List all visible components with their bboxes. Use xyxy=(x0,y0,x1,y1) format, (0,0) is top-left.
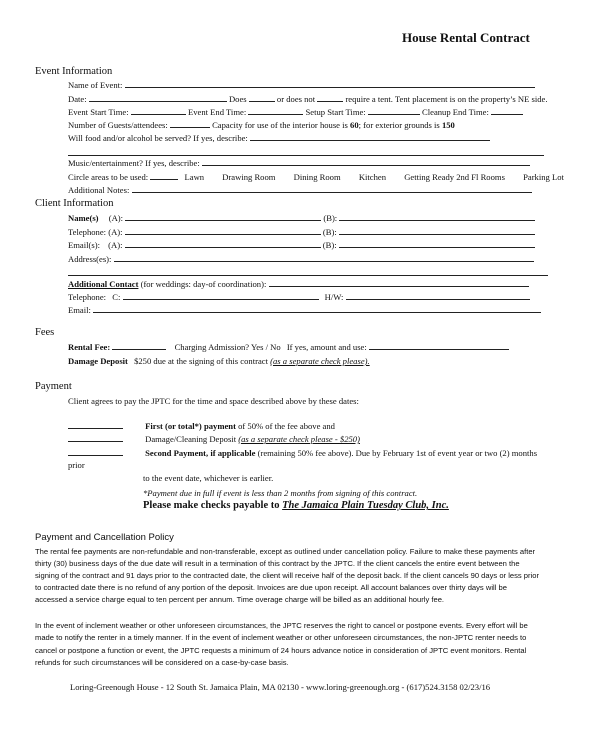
page-title: House Rental Contract xyxy=(402,30,530,45)
policy-p1-line: The rental fee payments are non-refundable and non-transferable, except as outlined under cancellation policy. Failure to make these payments after xyxy=(35,547,536,556)
capacity-mid: ; for exterior grounds is xyxy=(358,120,440,130)
names-b-field[interactable] xyxy=(339,214,535,221)
email-a-label: (A): xyxy=(108,240,123,250)
start-time-label: Event Start Time: xyxy=(68,107,129,117)
policy-heading: Payment and Cancellation Policy xyxy=(35,532,174,543)
names-b-label: (B): xyxy=(323,213,338,223)
end-time-label: Event End Time: xyxy=(187,107,247,117)
start-time-field[interactable] xyxy=(131,108,186,115)
checks-label: Please make checks payable to xyxy=(143,500,283,511)
guests-label: Number of Guests/attendees: xyxy=(68,120,168,130)
contact-hw-label: H/W: xyxy=(324,292,344,302)
event-times-row xyxy=(68,107,523,117)
event-date-row xyxy=(68,94,548,104)
prior-label: prior xyxy=(68,460,85,470)
prior-text: to the event date, whichever is earlier. xyxy=(143,473,274,483)
notes-field[interactable] xyxy=(132,186,532,193)
does-label: Does xyxy=(228,94,247,104)
telephone-b-label: (B): xyxy=(322,227,337,237)
area-drawing-room[interactable]: Drawing Room xyxy=(222,172,276,182)
damage-cleaning-row xyxy=(68,434,360,444)
cleanup-time-field[interactable] xyxy=(491,108,523,115)
policy-p2-line: In the event of inclement weather or other unforeseen circumstances, the JPTC reserves the right to cancel or postpone events. Every effort will be xyxy=(35,621,528,630)
contact-row xyxy=(68,279,529,289)
checks-row xyxy=(143,500,449,511)
food-row xyxy=(68,133,490,143)
second-payment-row xyxy=(68,448,537,458)
event-name-label: Name of Event: xyxy=(68,80,123,90)
footer: Loring-Greenough House - 12 South St. Jamaica Plain, MA 02130 - www.loring-greenough.org - (617)524.3158 02/23/16 xyxy=(70,682,491,692)
address-extra-line[interactable] xyxy=(68,275,548,276)
payment-intro: Client agrees to pay the JPTC for the time and space described above by these dates: xyxy=(68,396,359,406)
contact-c-label: C: xyxy=(112,292,121,302)
telephone-row xyxy=(68,227,535,237)
payment-heading: Payment xyxy=(35,381,72,392)
rental-fee-row xyxy=(68,342,509,352)
names-row xyxy=(68,213,535,223)
event-date-label: Date: xyxy=(68,94,87,104)
damage-deposit-label: Damage Deposit xyxy=(68,356,128,366)
event-date-field[interactable] xyxy=(89,95,227,102)
rental-fee-field[interactable] xyxy=(112,343,166,350)
event-name-field[interactable] xyxy=(125,81,535,88)
area-kitchen[interactable]: Kitchen xyxy=(358,172,387,182)
end-time-field[interactable] xyxy=(248,108,303,115)
names-label: Name(s) xyxy=(68,213,99,223)
music-label: Music/entertainment? If yes, describe: xyxy=(68,158,200,168)
setup-time-label: Setup Start Time: xyxy=(305,107,366,117)
music-field[interactable] xyxy=(202,159,530,166)
second-payment-label: Second Payment, if applicable xyxy=(145,448,256,458)
guests-field[interactable] xyxy=(170,121,210,128)
capacity-interior: 60 xyxy=(350,120,359,130)
fees-heading: Fees xyxy=(35,327,55,338)
email-row xyxy=(68,240,535,250)
food-extra-line[interactable] xyxy=(68,155,544,156)
contact-telephone-row xyxy=(68,292,530,302)
first-payment-date-field[interactable] xyxy=(68,422,123,429)
setup-time-field[interactable] xyxy=(368,108,420,115)
damage-cleaning-label: Damage/Cleaning Deposit xyxy=(145,434,237,444)
address-row xyxy=(68,254,534,264)
admission-field[interactable] xyxy=(369,343,509,350)
areas-row xyxy=(68,172,564,182)
music-row xyxy=(68,158,530,168)
if-yes-label: If yes, amount and use: xyxy=(286,342,367,352)
food-field[interactable] xyxy=(250,134,490,141)
capacity-exterior: 150 xyxy=(441,120,455,130)
contact-email-field[interactable] xyxy=(93,306,541,313)
area-dining-room[interactable]: Dining Room xyxy=(293,172,341,182)
event-heading: Event Information xyxy=(35,66,113,77)
names-a-label: (A): xyxy=(108,213,124,223)
event-name-row xyxy=(68,80,535,90)
damage-cleaning-note: (as a separate check please - $250) xyxy=(238,434,360,444)
second-payment-date-field[interactable] xyxy=(68,449,123,456)
contact-note: (for weddings: day-of coordination): xyxy=(138,279,267,289)
contact-telephone-label: Telephone: xyxy=(68,292,107,302)
telephone-a-label: (A): xyxy=(108,227,123,237)
full-payment-note: *Payment due in full if event is less than 2 months from signing of this contract. xyxy=(143,488,418,498)
policy-paragraph-2 xyxy=(35,620,528,669)
does-not-field[interactable] xyxy=(317,95,343,102)
email-label: Email(s): xyxy=(68,240,100,250)
rental-fee-label: Rental Fee: xyxy=(68,342,111,352)
checks-payee: The Jamaica Plain Tuesday Club, Inc. xyxy=(282,500,449,511)
email-a-field[interactable] xyxy=(125,241,321,248)
telephone-label: Telephone: xyxy=(68,227,107,237)
telephone-a-field[interactable] xyxy=(125,228,321,235)
first-payment-text: of 50% of the fee above and xyxy=(235,421,335,431)
names-a-field[interactable] xyxy=(125,214,321,221)
address-label: Address(es): xyxy=(68,254,112,264)
cleanup-time-label: Cleanup End Time: xyxy=(422,107,489,117)
policy-p2-line: cancel or postpone a function or event, the JPTC requests a minimum of 24 hours advance notice in consideration of JPTC event monitors. Rental xyxy=(35,645,527,655)
tent-text: require a tent. Tent placement is on the property’s NE side. xyxy=(345,94,548,104)
second-payment-text: (remaining 50% fee above). Due by February 1st of event year or two (2) months xyxy=(255,448,538,458)
contact-hw-field[interactable] xyxy=(346,293,530,300)
damage-deposit-row xyxy=(68,356,370,366)
areas-spacer-line xyxy=(150,173,178,180)
area-getting-ready[interactable]: Getting Ready 2nd Fl Rooms xyxy=(404,172,505,182)
does-field[interactable] xyxy=(249,95,275,102)
policy-p1-line: to contracted date there is no refund of any portion of the deposit. Invoices are due upon receipt. All account balances over thirty days will be xyxy=(35,582,507,592)
contact-label: Additional Contact xyxy=(68,279,139,289)
policy-p1-line: accessed a service charge equal to ten percent per annum. Time overage charge will be billed as an additional hourly fee. xyxy=(35,594,445,604)
area-lawn[interactable]: Lawn xyxy=(184,172,205,182)
or-does-not-label: or does not xyxy=(276,94,316,104)
address-field[interactable] xyxy=(114,255,534,262)
policy-p2-line: refunds for such circumstances will be considered on a case-by-case basis. xyxy=(35,657,289,667)
first-payment-label: First (or total*) payment xyxy=(145,421,236,431)
contact-field[interactable] xyxy=(269,280,529,287)
food-label: Will food and/or alcohol be served? If yes, describe: xyxy=(68,133,248,143)
policy-p1-line: signing of the contract and 91 days prior to the contracted date, the client will receive half of the deposit back. If the client cancels 90 days or less prior xyxy=(35,570,539,580)
contact-email-label: Email: xyxy=(68,305,91,315)
guests-row xyxy=(68,120,455,130)
policy-p2-line: made to notify the renter in a timely manner. If in the event of inclement weather or other unforeseen circumstances, the non-JPTC renter needs to xyxy=(35,633,527,643)
area-parking-lot[interactable]: Parking Lot xyxy=(523,172,564,182)
email-b-field[interactable] xyxy=(339,241,535,248)
contact-c-field[interactable] xyxy=(123,293,319,300)
notes-row xyxy=(68,185,532,195)
first-payment-row xyxy=(68,421,335,431)
areas-label: Circle areas to be used: xyxy=(68,172,149,182)
damage-deposit-text: $250 due at the signing of this contract xyxy=(134,356,268,366)
contact-email-row xyxy=(68,305,541,315)
capacity-pre: Capacity for use of the interior house is xyxy=(212,120,348,130)
damage-deposit-note: (as a separate check please). xyxy=(270,356,370,366)
policy-p1-line: thirty (30) business days of the due date will result in a termination of this contract by the JPTC. If the client cancels the entire event between the xyxy=(35,558,520,568)
policy-paragraph-1 xyxy=(35,546,539,606)
telephone-b-field[interactable] xyxy=(339,228,535,235)
notes-label: Additional Notes: xyxy=(68,185,130,195)
charging-label: Charging Admission? Yes / No xyxy=(174,342,281,352)
email-b-label: (B): xyxy=(322,240,337,250)
damage-cleaning-date-field[interactable] xyxy=(68,435,123,442)
client-heading: Client Information xyxy=(35,198,114,209)
